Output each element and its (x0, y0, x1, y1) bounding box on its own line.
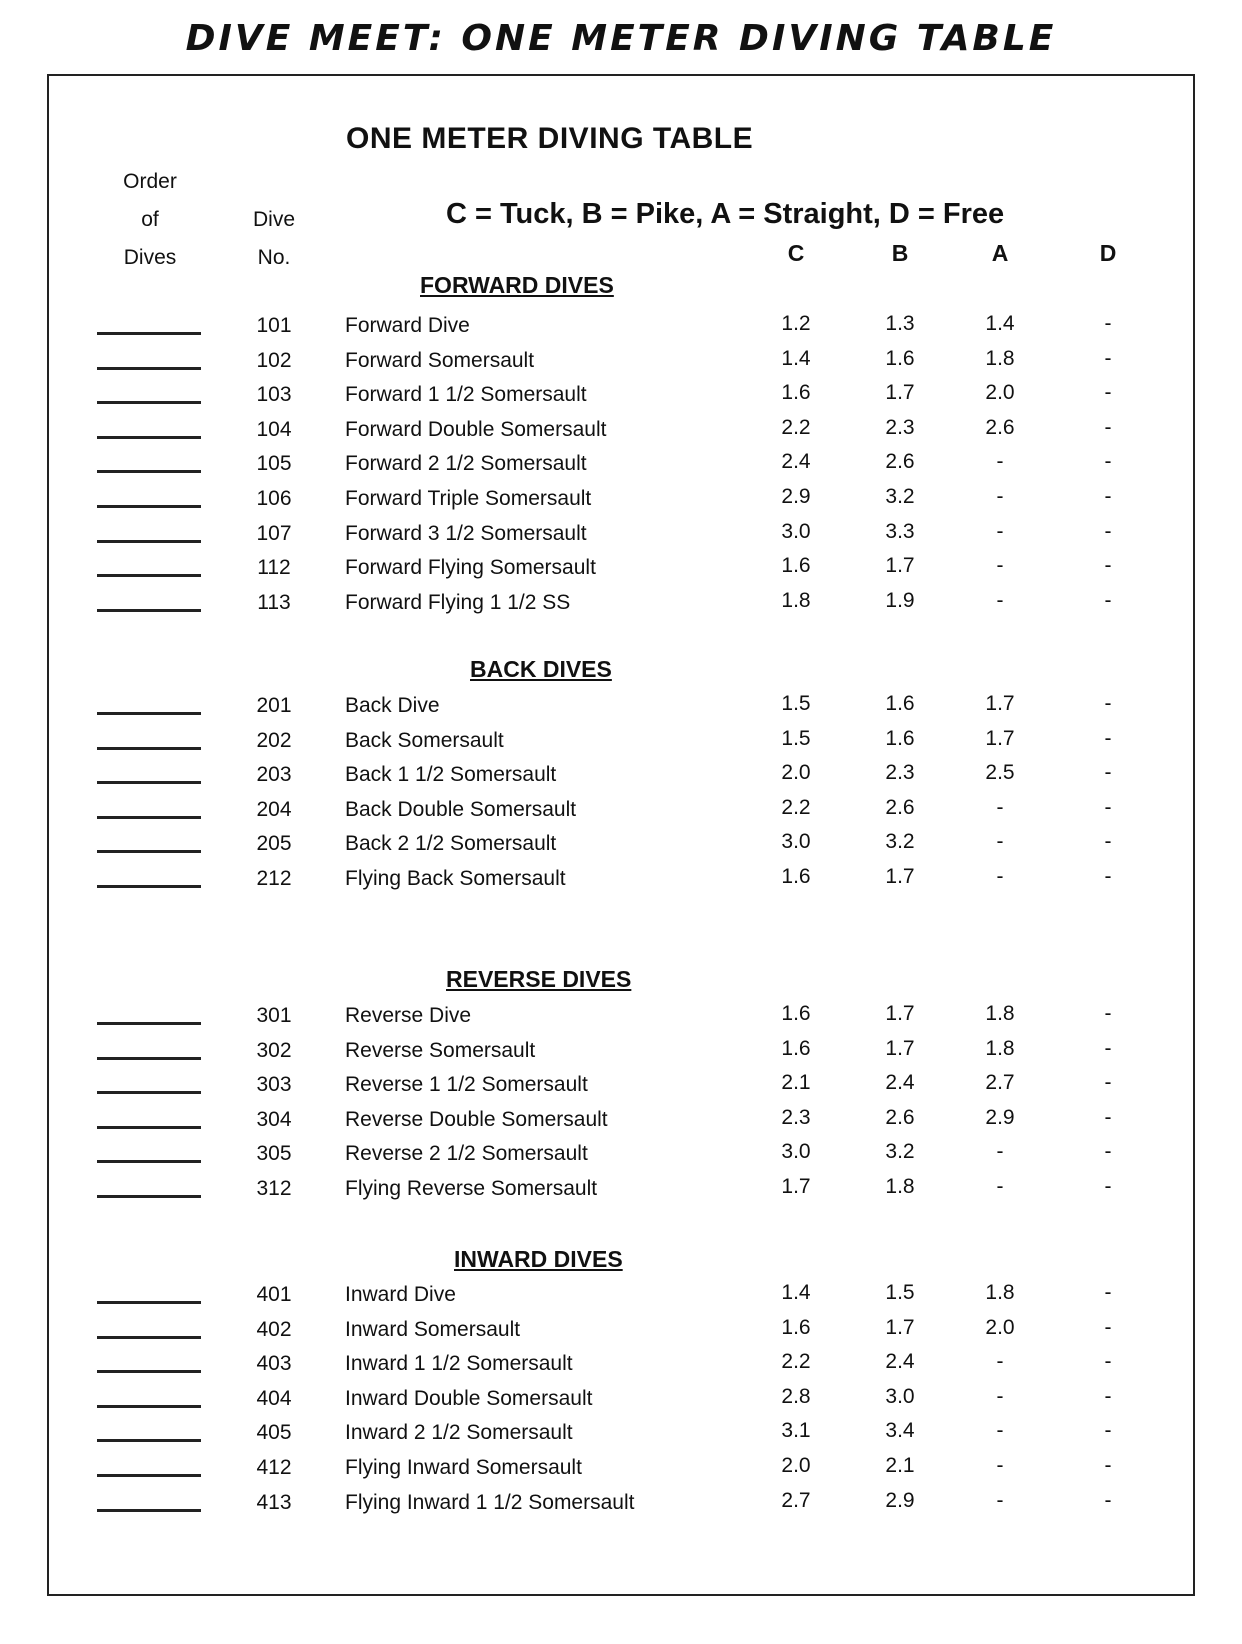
order-blank-line[interactable] (97, 1336, 201, 1339)
order-blank-line[interactable] (97, 1301, 201, 1304)
dd-tuck: 1.4 (781, 1281, 811, 1304)
dive-row (0, 796, 1242, 830)
dd-tuck: 2.0 (781, 761, 811, 784)
dd-free: - (1104, 1489, 1112, 1512)
dd-straight: - (996, 520, 1004, 543)
dive-row (0, 865, 1242, 899)
dd-straight: - (996, 485, 1004, 508)
dd-pike: 1.6 (885, 347, 915, 370)
dd-straight: 1.8 (985, 347, 1015, 370)
dd-tuck: 1.6 (781, 381, 811, 404)
dive-name: Forward Somersault (345, 349, 535, 372)
section-title: REVERSE DIVES (446, 966, 632, 992)
dd-tuck: 3.0 (781, 520, 811, 543)
dd-free: - (1104, 1175, 1112, 1198)
dd-tuck: 1.6 (781, 1037, 811, 1060)
dd-pike: 2.4 (885, 1071, 915, 1094)
order-blank-line[interactable] (97, 1405, 201, 1408)
dd-pike: 1.6 (885, 692, 915, 715)
dd-free: - (1104, 416, 1112, 439)
dive-row (0, 1002, 1242, 1036)
dive-number: 405 (256, 1421, 292, 1444)
order-blank-line[interactable] (97, 1370, 201, 1373)
dd-tuck: 2.7 (781, 1489, 811, 1512)
dd-tuck: 2.9 (781, 485, 811, 508)
dd-free: - (1104, 1140, 1112, 1163)
dd-tuck: 2.1 (781, 1071, 811, 1094)
order-blank-line[interactable] (97, 470, 201, 473)
dive-number: 107 (256, 522, 292, 545)
dd-straight: - (996, 1385, 1004, 1408)
dd-free: - (1104, 1454, 1112, 1477)
dd-pike: 1.7 (885, 554, 915, 577)
order-blank-line[interactable] (97, 747, 201, 750)
dive-name: Forward Flying Somersault (345, 556, 596, 579)
dd-tuck: 1.2 (781, 312, 811, 335)
dd-pike: 3.4 (885, 1419, 915, 1442)
dd-straight: 2.6 (985, 416, 1015, 439)
order-blank-line[interactable] (97, 1057, 201, 1060)
order-blank-line[interactable] (97, 1195, 201, 1198)
dd-free: - (1104, 1350, 1112, 1373)
dive-name: Reverse Double Somersault (345, 1108, 608, 1131)
dd-pike: 1.6 (885, 727, 915, 750)
dive-number: 304 (256, 1108, 292, 1131)
dd-straight: - (996, 1140, 1004, 1163)
column-header-a: A (991, 240, 1009, 266)
dd-free: - (1104, 312, 1112, 335)
dd-free: - (1104, 1071, 1112, 1094)
dive-row (0, 1140, 1242, 1174)
dive-number: 413 (256, 1491, 292, 1514)
dive-name: Reverse Dive (345, 1004, 472, 1027)
dive-header-line1: Dive (252, 208, 295, 231)
dive-number: 401 (256, 1283, 292, 1306)
dd-free: - (1104, 485, 1112, 508)
dive-name: Inward 2 1/2 Somersault (345, 1421, 573, 1444)
dive-number: 106 (256, 487, 292, 510)
dive-row (0, 830, 1242, 864)
dd-free: - (1104, 381, 1112, 404)
dive-number: 301 (256, 1004, 292, 1027)
dd-straight: - (996, 1454, 1004, 1477)
dd-pike: 3.2 (885, 485, 915, 508)
order-blank-line[interactable] (97, 885, 201, 888)
dive-number: 412 (256, 1456, 292, 1479)
dive-row (0, 520, 1242, 554)
dd-tuck: 2.4 (781, 450, 811, 473)
order-blank-line[interactable] (97, 1126, 201, 1129)
order-blank-line[interactable] (97, 609, 201, 612)
dd-free: - (1104, 727, 1112, 750)
dd-tuck: 3.1 (781, 1419, 811, 1442)
order-header-line1: Order (123, 170, 177, 193)
dive-row (0, 1281, 1242, 1315)
dive-name: Back 1 1/2 Somersault (345, 763, 557, 786)
dive-row (0, 1350, 1242, 1384)
dd-straight: 1.8 (985, 1281, 1015, 1304)
dive-name: Flying Inward 1 1/2 Somersault (345, 1491, 635, 1514)
dd-straight: 2.9 (985, 1106, 1015, 1129)
dd-straight: 1.7 (985, 727, 1015, 750)
dive-name: Forward Flying 1 1/2 SS (345, 591, 571, 614)
dive-name: Reverse 1 1/2 Somersault (345, 1073, 588, 1096)
dive-row (0, 1037, 1242, 1071)
dive-number: 212 (256, 867, 292, 890)
dive-number: 102 (256, 349, 292, 372)
dive-number: 403 (256, 1352, 292, 1375)
order-blank-line[interactable] (97, 436, 201, 439)
dive-name: Reverse 2 1/2 Somersault (345, 1142, 588, 1165)
dd-tuck: 2.2 (781, 416, 811, 439)
dd-pike: 2.3 (885, 416, 915, 439)
dd-tuck: 1.5 (781, 727, 811, 750)
dd-pike: 1.9 (885, 589, 915, 612)
dd-free: - (1104, 1037, 1112, 1060)
dive-number: 203 (256, 763, 292, 786)
dd-tuck: 1.5 (781, 692, 811, 715)
dive-number: 103 (256, 383, 292, 406)
order-blank-line[interactable] (97, 1160, 201, 1163)
order-blank-line[interactable] (97, 1474, 201, 1477)
section-title: BACK DIVES (470, 656, 612, 682)
order-blank-line[interactable] (97, 1439, 201, 1442)
dd-pike: 1.5 (885, 1281, 915, 1304)
dd-straight: - (996, 589, 1004, 612)
dive-number: 305 (256, 1142, 292, 1165)
order-blank-line[interactable] (97, 850, 201, 853)
dd-pike: 2.1 (885, 1454, 915, 1477)
dd-pike: 3.0 (885, 1385, 915, 1408)
dive-name: Forward 3 1/2 Somersault (345, 522, 587, 545)
order-blank-line[interactable] (97, 332, 201, 335)
dive-number: 101 (256, 314, 292, 337)
dd-pike: 1.7 (885, 381, 915, 404)
dd-straight: - (996, 865, 1004, 888)
dive-name: Forward Dive (345, 314, 470, 337)
dive-row (0, 1175, 1242, 1209)
dd-tuck: 1.6 (781, 1316, 811, 1339)
dive-number: 404 (256, 1387, 292, 1410)
dive-row (0, 1454, 1242, 1488)
dive-row (0, 589, 1242, 623)
order-blank-line[interactable] (97, 816, 201, 819)
order-blank-line[interactable] (97, 1509, 201, 1512)
order-blank-line[interactable] (97, 540, 201, 543)
dive-number: 303 (256, 1073, 292, 1096)
order-blank-line[interactable] (97, 401, 201, 404)
dd-pike: 1.7 (885, 1316, 915, 1339)
dive-row (0, 1419, 1242, 1453)
order-header-line3: Dives (123, 246, 177, 269)
dive-row (0, 692, 1242, 726)
order-blank-line[interactable] (97, 781, 201, 784)
section-title: FORWARD DIVES (420, 272, 614, 298)
order-blank-line[interactable] (97, 574, 201, 577)
dive-row (0, 1489, 1242, 1523)
dive-name: Flying Reverse Somersault (345, 1177, 598, 1200)
dd-straight: 1.7 (985, 692, 1015, 715)
dd-pike: 3.2 (885, 1140, 915, 1163)
dd-free: - (1104, 1281, 1112, 1304)
order-blank-line[interactable] (97, 1091, 201, 1094)
dd-pike: 2.6 (885, 1106, 915, 1129)
dd-pike: 1.7 (885, 1037, 915, 1060)
dive-number: 204 (256, 798, 292, 821)
dive-name: Forward Triple Somersault (345, 487, 592, 510)
dive-number: 105 (256, 452, 292, 475)
dd-straight: - (996, 1175, 1004, 1198)
dive-row (0, 485, 1242, 519)
dd-pike: 3.2 (885, 830, 915, 853)
dd-tuck: 1.4 (781, 347, 811, 370)
dd-free: - (1104, 1002, 1112, 1025)
dive-row (0, 416, 1242, 450)
dd-pike: 3.3 (885, 520, 915, 543)
dive-row (0, 554, 1242, 588)
dd-tuck: 2.0 (781, 1454, 811, 1477)
column-header-c: C (787, 240, 805, 266)
sheet-title: ONE METER DIVING TABLE (346, 122, 754, 155)
dive-name: Inward Double Somersault (345, 1387, 593, 1410)
page-title: DIVE MEET: ONE METER DIVING TABLE (185, 18, 1057, 59)
dive-row (0, 1385, 1242, 1419)
dive-row (0, 727, 1242, 761)
dd-straight: - (996, 1419, 1004, 1442)
dive-name: Inward Somersault (345, 1318, 521, 1341)
order-blank-line[interactable] (97, 712, 201, 715)
dd-straight: - (996, 830, 1004, 853)
dive-row (0, 1071, 1242, 1105)
dd-straight: 1.8 (985, 1037, 1015, 1060)
order-blank-line[interactable] (97, 1022, 201, 1025)
dd-pike: 1.3 (885, 312, 915, 335)
dive-number: 113 (257, 591, 291, 614)
position-legend: C = Tuck, B = Pike, A = Straight, D = Free (446, 198, 1005, 230)
dive-number: 201 (256, 694, 292, 717)
dive-name: Forward Double Somersault (345, 418, 607, 441)
dd-pike: 2.3 (885, 761, 915, 784)
dd-tuck: 1.7 (781, 1175, 811, 1198)
dive-row (0, 1316, 1242, 1350)
dd-free: - (1104, 589, 1112, 612)
dive-number: 312 (256, 1177, 292, 1200)
dive-name: Forward 2 1/2 Somersault (345, 452, 587, 475)
dd-free: - (1104, 450, 1112, 473)
dive-name: Inward 1 1/2 Somersault (345, 1352, 573, 1375)
dd-free: - (1104, 1385, 1112, 1408)
dd-tuck: 1.6 (781, 554, 811, 577)
dive-number: 202 (256, 729, 292, 752)
order-blank-line[interactable] (97, 505, 201, 508)
dive-number: 402 (256, 1318, 292, 1341)
dd-tuck: 2.2 (781, 1350, 811, 1373)
dd-free: - (1104, 796, 1112, 819)
dive-number: 302 (256, 1039, 292, 1062)
dive-number: 205 (256, 832, 292, 855)
dd-free: - (1104, 692, 1112, 715)
dd-straight: - (996, 796, 1004, 819)
dd-tuck: 3.0 (781, 1140, 811, 1163)
column-header-d: D (1099, 240, 1117, 266)
dive-row (0, 761, 1242, 795)
dive-name: Back Somersault (345, 729, 504, 752)
dd-straight: 2.0 (985, 1316, 1015, 1339)
dd-straight: 1.4 (985, 312, 1015, 335)
dive-number: 104 (256, 418, 292, 441)
dive-name: Back Dive (345, 694, 440, 717)
order-header-line2: of (141, 208, 159, 231)
dd-pike: 2.6 (885, 450, 915, 473)
dd-pike: 1.7 (885, 865, 915, 888)
dd-pike: 1.8 (885, 1175, 915, 1198)
dive-name: Back 2 1/2 Somersault (345, 832, 557, 855)
column-header-b: B (891, 240, 909, 266)
section-title: INWARD DIVES (454, 1246, 623, 1272)
dd-free: - (1104, 1106, 1112, 1129)
dd-tuck: 2.3 (781, 1106, 811, 1129)
dd-free: - (1104, 865, 1112, 888)
dd-straight: 1.8 (985, 1002, 1015, 1025)
dd-free: - (1104, 1419, 1112, 1442)
dive-row (0, 347, 1242, 381)
dd-straight: - (996, 1489, 1004, 1512)
dd-free: - (1104, 761, 1112, 784)
dd-straight: 2.5 (985, 761, 1015, 784)
dd-straight: 2.0 (985, 381, 1015, 404)
dive-name: Reverse Somersault (345, 1039, 536, 1062)
dd-tuck: 2.8 (781, 1385, 811, 1408)
dd-tuck: 1.6 (781, 1002, 811, 1025)
order-blank-line[interactable] (97, 367, 201, 370)
dd-pike: 2.4 (885, 1350, 915, 1373)
dd-tuck: 3.0 (781, 830, 811, 853)
dd-free: - (1104, 554, 1112, 577)
dd-pike: 2.9 (885, 1489, 915, 1512)
dd-straight: - (996, 554, 1004, 577)
dd-free: - (1104, 347, 1112, 370)
dive-name: Inward Dive (345, 1283, 456, 1306)
dive-number: 112 (257, 556, 291, 579)
dd-tuck: 2.2 (781, 796, 811, 819)
dd-pike: 1.7 (885, 1002, 915, 1025)
dd-free: - (1104, 1316, 1112, 1339)
dive-name: Back Double Somersault (345, 798, 577, 821)
dive-name: Flying Inward Somersault (345, 1456, 582, 1479)
dive-name: Forward 1 1/2 Somersault (345, 383, 587, 406)
dive-row (0, 381, 1242, 415)
dd-pike: 2.6 (885, 796, 915, 819)
dd-free: - (1104, 520, 1112, 543)
dd-straight: - (996, 450, 1004, 473)
dd-straight: - (996, 1350, 1004, 1373)
dive-row (0, 312, 1242, 346)
dive-row (0, 450, 1242, 484)
dd-free: - (1104, 830, 1112, 853)
dd-tuck: 1.8 (781, 589, 811, 612)
dd-tuck: 1.6 (781, 865, 811, 888)
dive-name: Flying Back Somersault (345, 867, 566, 890)
dive-header-line2: No. (257, 246, 291, 269)
dive-row (0, 1106, 1242, 1140)
dd-straight: 2.7 (985, 1071, 1015, 1094)
